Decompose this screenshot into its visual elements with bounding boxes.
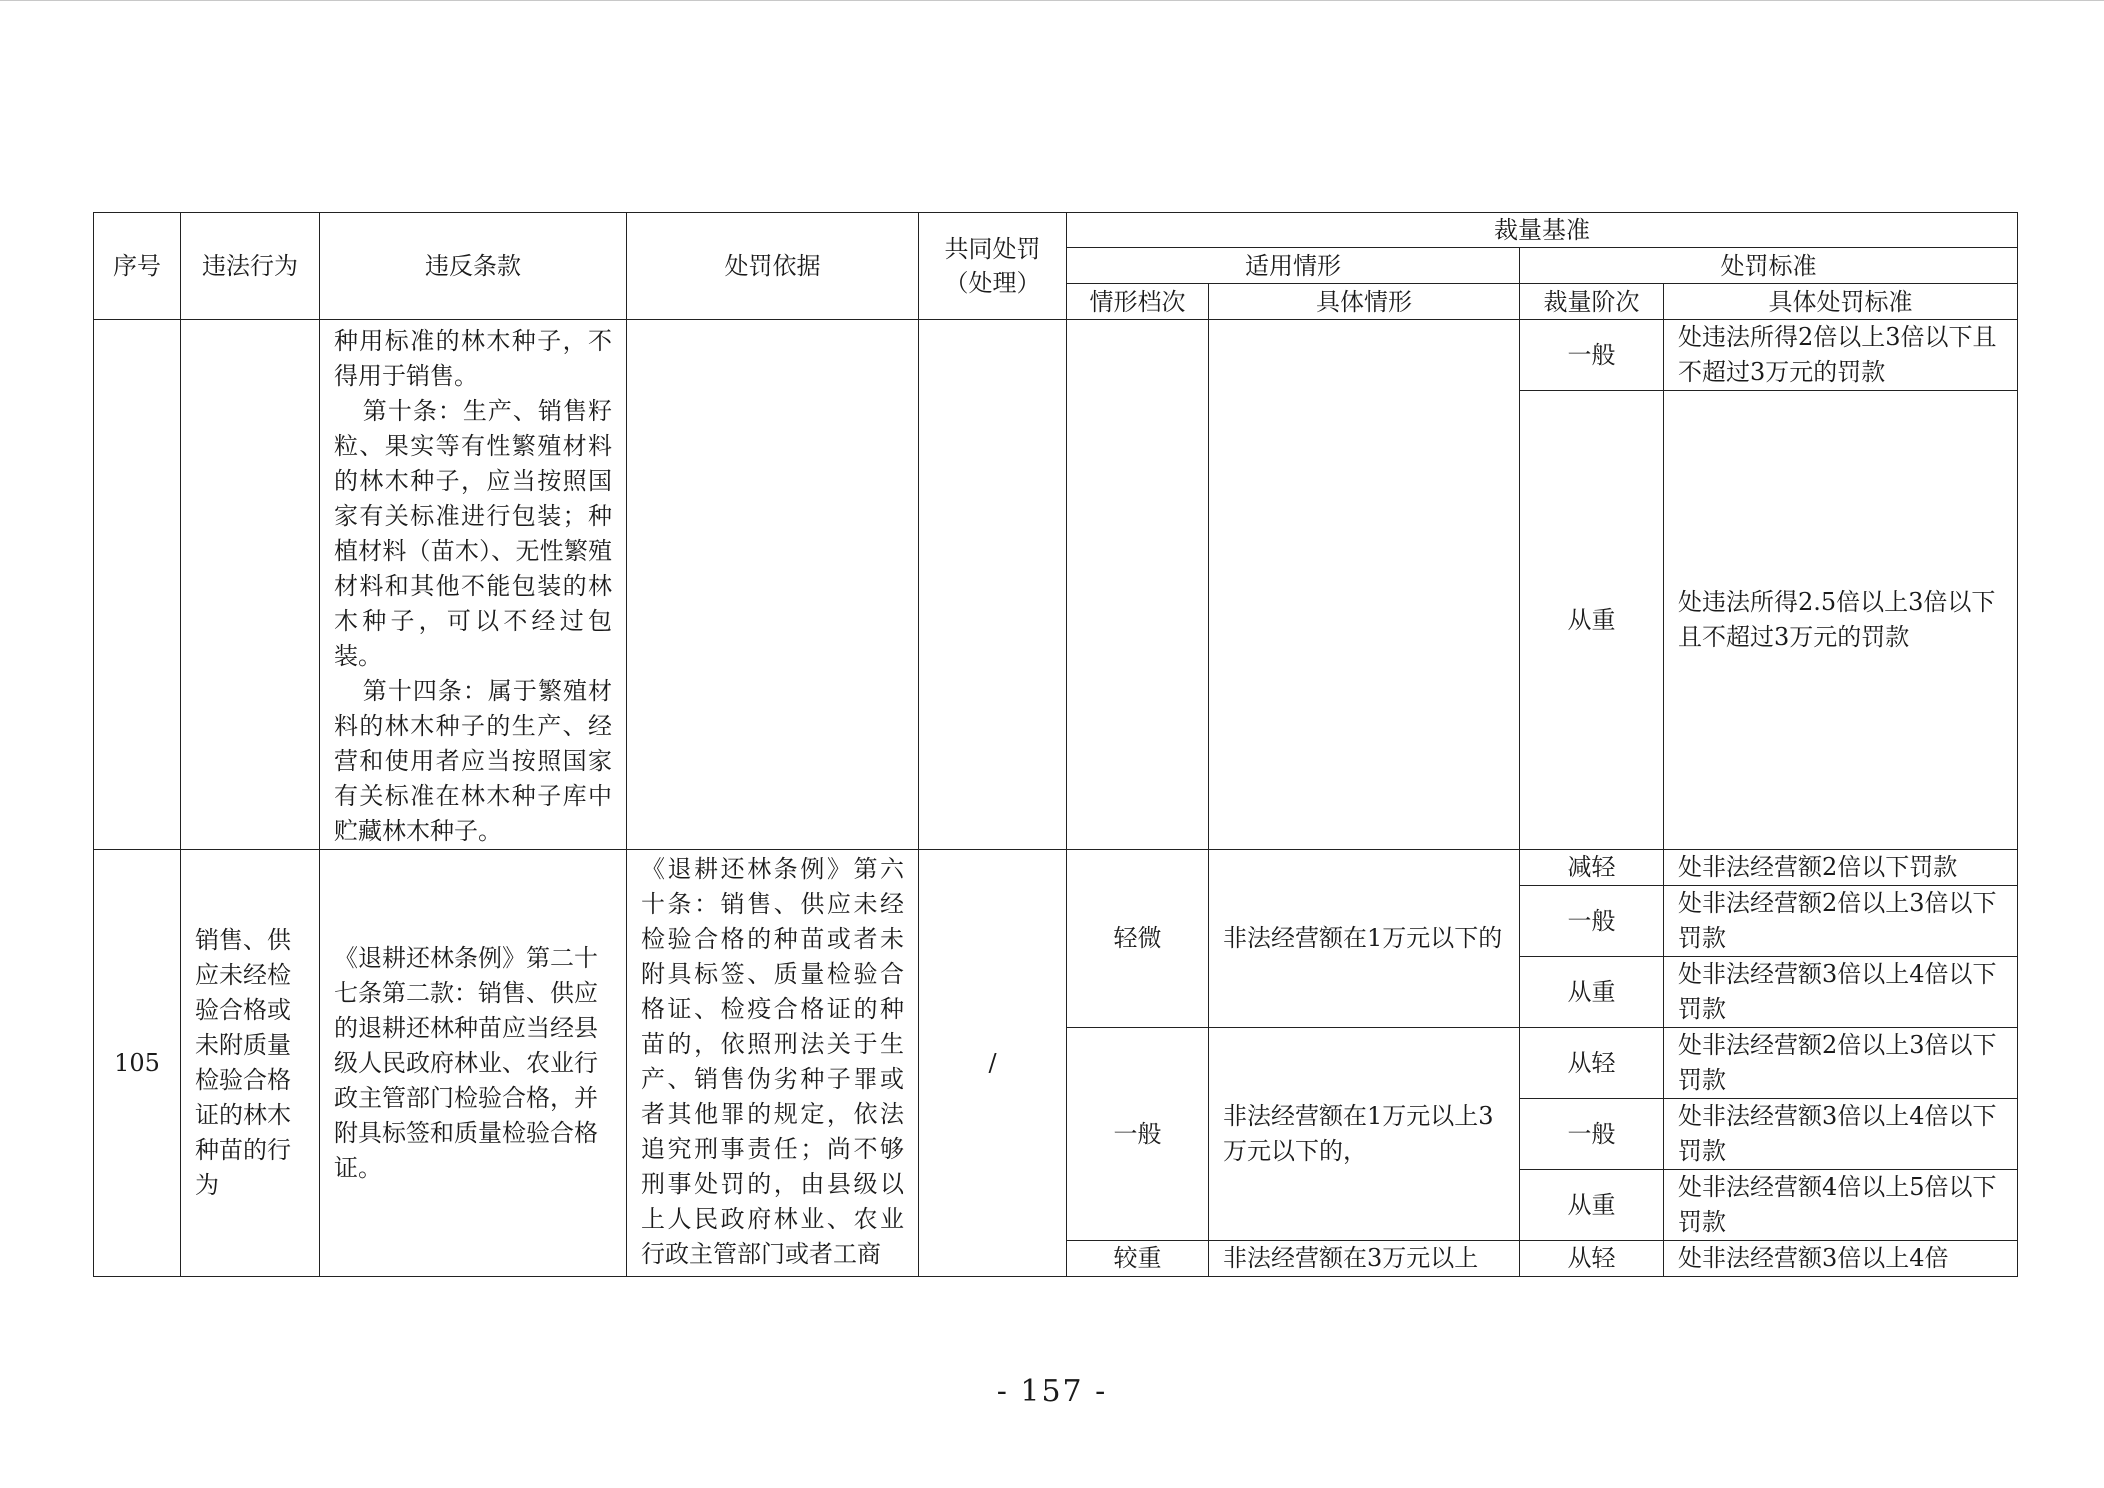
item-grade-1-1: 减轻: [1520, 850, 1664, 886]
discretion-standard-table: [93, 212, 2018, 1277]
cont-detail-1: 处违法所得2倍以上3倍以下且不超过3万元的罚款: [1664, 320, 2018, 391]
cont-detail-2: 处违法所得2.5倍以上3倍以下且不超过3万元的罚款: [1664, 391, 2018, 850]
header-seq: 序号: [94, 213, 181, 320]
item-situation-3: 非法经营额在3万元以上: [1209, 1241, 1520, 1277]
cont-level-cell: [1067, 320, 1209, 850]
header-grade: 裁量阶次: [1520, 284, 1664, 320]
item-joint: /: [919, 850, 1067, 1277]
item-basis: 《退耕还林条例》第六十条：销售、供应未经检验合格的种苗或者未附具标签、质量检验合格证、检疫合格证的种苗的，依照刑法关于生产、销售伪劣种子罪或者其他罪的规定，依法追究刑事责任；尚不够刑事处罚的，由县级以上人民政府林业、农业行政主管部门或者工商: [627, 850, 919, 1277]
cont-behavior-cell: [181, 320, 320, 850]
header-joint-line2: （处理）: [944, 269, 1041, 297]
cont-joint-cell: [919, 320, 1067, 850]
item-grade-2-2: 一般: [1520, 1099, 1664, 1170]
header-clause: 违反条款: [320, 213, 627, 320]
header-situation: 具体情形: [1209, 284, 1520, 320]
item-grade-2-1: 从轻: [1520, 1028, 1664, 1099]
table-row: [94, 850, 2018, 886]
cont-clause-p1: 种用标准的林木种子，不得用于销售。: [334, 327, 612, 390]
table-row: [94, 320, 2018, 391]
item-grade-1-2: 一般: [1520, 886, 1664, 957]
header-basis: 处罚依据: [627, 213, 919, 320]
item-situation-1: 非法经营额在1万元以下的: [1209, 850, 1520, 1028]
header-behavior: 违法行为: [181, 213, 320, 320]
item-grade-3-1: 从轻: [1520, 1241, 1664, 1277]
cont-seq-cell: [94, 320, 181, 850]
header-standard: 处罚标准: [1520, 248, 2018, 284]
header-joint-line1: 共同处罚: [944, 235, 1041, 263]
cont-situation-cell: [1209, 320, 1520, 850]
item-seq: 105: [94, 850, 181, 1277]
cont-clause-p2: 第十条：生产、销售籽粒、果实等有性繁殖材料的林木种子，应当按照国家有关标准进行包装；种植材料（苗木）、无性繁殖材料和其他不能包装的林木种子，可以不经过包装。: [334, 397, 612, 670]
item-situation-2: 非法经营额在1万元以上3万元以下的，: [1209, 1028, 1520, 1241]
item-clause: 《退耕还林条例》第二十七条第二款：销售、供应的退耕还林种苗应当经县级人民政府林业、农业行政主管部门检验合格，并附具标签和质量检验合格证。: [320, 850, 627, 1277]
item-detail-1-2: 处非法经营额2倍以上3倍以下罚款: [1664, 886, 2018, 957]
header-applicable: 适用情形: [1067, 248, 1520, 284]
header-level: 情形档次: [1067, 284, 1209, 320]
item-detail-2-2: 处非法经营额3倍以上4倍以下罚款: [1664, 1099, 2018, 1170]
item-detail-2-1: 处非法经营额2倍以上3倍以下罚款: [1664, 1028, 2018, 1099]
header-detail: 具体处罚标准: [1664, 284, 2018, 320]
item-detail-1-3: 处非法经营额3倍以上4倍以下罚款: [1664, 957, 2018, 1028]
top-border-line: [0, 0, 2104, 1]
cont-clause-p3: 第十四条：属于繁殖材料的林木种子的生产、经营和使用者应当按照国家有关标准在林木种子库中贮藏林木种子。: [334, 677, 612, 845]
item-grade-1-3: 从重: [1520, 957, 1664, 1028]
item-level-1: 轻微: [1067, 850, 1209, 1028]
item-level-3: 较重: [1067, 1241, 1209, 1277]
cont-grade-2: 从重: [1520, 391, 1664, 850]
item-detail-2-3: 处非法经营额4倍以上5倍以下罚款: [1664, 1170, 2018, 1241]
header-row-1: [94, 213, 2018, 248]
item-grade-2-3: 从重: [1520, 1170, 1664, 1241]
item-detail-3-1: 处非法经营额3倍以上4倍: [1664, 1241, 2018, 1277]
header-discretion: 裁量基准: [1067, 213, 2018, 248]
page-number: - 157 -: [996, 1374, 1108, 1409]
header-joint-penalty: [919, 213, 1067, 320]
cont-clause-cell: [320, 320, 627, 850]
item-behavior: 销售、供应未经检验合格或未附质量检验合格证的林木种苗的行为: [181, 850, 320, 1277]
cont-grade-1: 一般: [1520, 320, 1664, 391]
cont-basis-cell: [627, 320, 919, 850]
item-detail-1-1: 处非法经营额2倍以下罚款: [1664, 850, 2018, 886]
item-level-2: 一般: [1067, 1028, 1209, 1241]
